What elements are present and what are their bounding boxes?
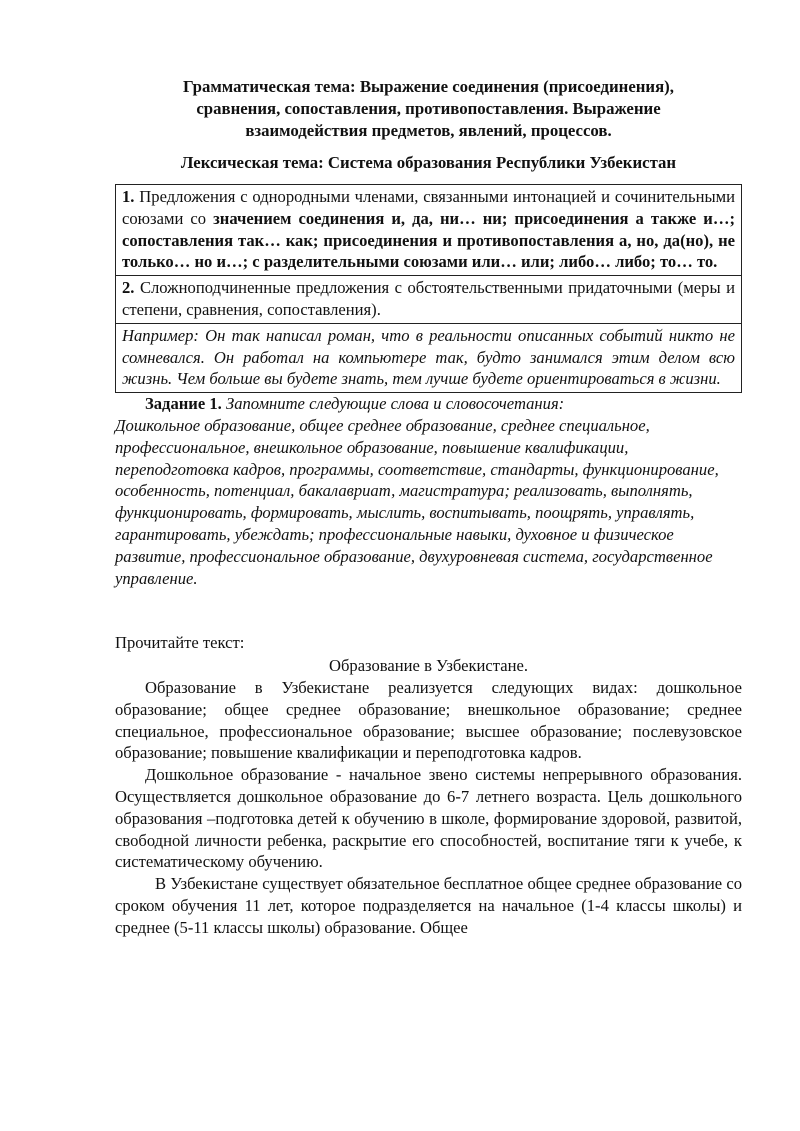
document-content: [115, 76, 742, 939]
rule-2-cell: [116, 276, 741, 324]
grammar-rules-table: [115, 184, 742, 393]
reading-paragraph-3: В Узбекистане существует обязательное бесплатное общее среднее образование со сроком обучения 11 лет, которое подразделяется на начальное (1-4 классы школы) и среднее (5-11 классы школы) образование. Общее: [115, 874, 742, 937]
task-1-title: Задание 1.: [145, 394, 222, 414]
reading-paragraph-1: Образование в Узбекистане реализуется следующих видах: дошкольное образование; общее среднее образование; внешкольное образование; среднее специальное, профессиональное образование; высшее образование; послевузовское образование; повышение квалификации и переподготовка кадров.: [115, 677, 742, 763]
task-1-instruction: Запомните следующие слова и словосочетания:: [221, 394, 565, 414]
lexical-topic-heading: Лексическая тема: Система образования Республики Узбекистан: [180, 153, 677, 172]
example-cell: Например: Он так написал роман, что в реальности описанных событий никто не сомневался. Он работал на компьютере так, будто занимался этим делом всю жизнь. Чем больше вы будете знать, тем лучше будете ориентироваться в жизни.: [122, 325, 735, 389]
rule-2-text: Сложноподчиненные предложения с обстоятельственными придаточными (меры и степени, сравнения, сопоставления).: [122, 278, 735, 319]
task-1-header: [115, 393, 742, 415]
task-1-word-list: Дошкольное образование, общее среднее образование, среднее специальное, профессиональное, внешкольное образование, повышение квалификации, переподготовка кадров, программы, соответствие, стандарты, функционирование, особенность, потенциал, бакалавриат, магистратура; реализовать, выполнять, функционировать, формировать, мыслить, воспитывать, поощрять, управлять, гарантировать, убеждать; профессиональные навыки, духовное и физическое развитие, профессиональное образование, двухуровневая система, государственное управление.: [115, 415, 719, 588]
rule-2-number: 2.: [122, 278, 135, 298]
rule-1-number: 1.: [122, 187, 135, 206]
rule-1-cell: [116, 185, 741, 276]
grammar-topic-heading: Грамматическая тема: Выражение соединения (присоединения), сравнения, сопоставления, противопоставления. Выражение взаимодействия предметов, явлений, процессов.: [183, 77, 674, 140]
reading-title: Образование в Узбекистане.: [328, 656, 529, 676]
reading-prompt: Прочитайте текст:: [115, 633, 245, 653]
section-spacer: [115, 589, 742, 632]
rule-1-text: Предложения с однородными членами, связанными интонацией и сочинительными союзами со: [122, 187, 735, 228]
rule-1-conjunctions: значением соединения и, да, ни… ни; присоединения а также и…; сопоставления так… как; присоединения и противопоставления а, но, да(но), не только… но и…; с разделительными союзами или… или; либо… либо; то… то.: [122, 208, 735, 272]
reading-paragraph-2: Дошкольное образование - начальное звено системы непрерывного образования. Осуществляется дошкольное образование до 6-7 летнего возраста. Цель дошкольного образования –подготовка детей к обучению в школе, формирование здоровой, развитой, свободной личности ребенка, раскрытие его способностей, воспитание тяги к учебе, к систематическому обучению.: [115, 765, 742, 872]
